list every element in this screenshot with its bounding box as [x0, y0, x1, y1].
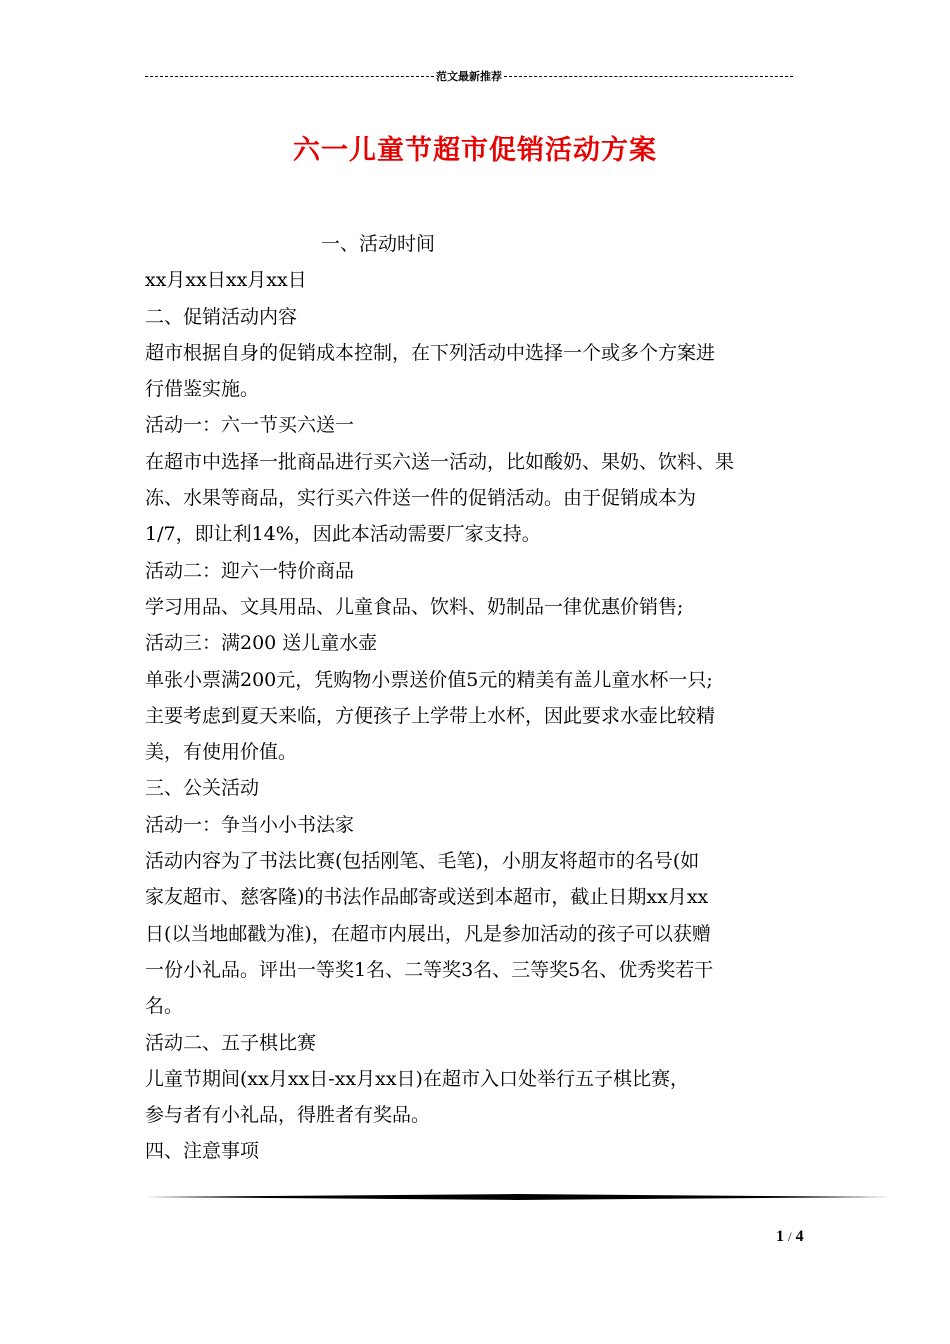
paragraph-line: 1/7，即让利14%，因此本活动需要厂家支持。	[145, 523, 541, 546]
paragraph-line: 名。	[145, 995, 184, 1018]
activity-heading: 活动二：迎六一特价商品	[145, 559, 355, 582]
page-header	[145, 66, 793, 86]
activity-heading: 活动一：六一节买六送一	[145, 414, 355, 437]
section-heading: 三、公关活动	[145, 777, 260, 800]
paragraph-line: 儿童节期间(xx月xx日-xx月xx日)在超市入口处举行五子棋比赛，	[145, 1067, 689, 1090]
paragraph-line: 参与者有小礼品，得胜者有奖品。	[145, 1104, 431, 1127]
section-heading: 一、活动时间	[321, 233, 436, 255]
section-heading: 四、注意事项	[145, 1140, 260, 1163]
paragraph-line: 日(以当地邮戳为准)，在超市内展出，凡是参加活动的孩子可以获赠	[145, 922, 711, 945]
page-current: 1	[776, 1228, 784, 1245]
paragraph-line: 一份小礼品。评出一等奖1名、二等奖3名、三等奖5名、优秀奖若干	[145, 958, 714, 981]
paragraph-line: 美，有使用价值。	[145, 741, 298, 764]
footer-divider	[145, 1194, 890, 1200]
section-heading: 二、促销活动内容	[145, 305, 298, 328]
header-dash-left	[145, 76, 434, 77]
page-separator: /	[788, 1229, 792, 1244]
paragraph-line: 单张小票满200元，凭购物小票送价值5元的精美有盖儿童水杯一只;	[145, 668, 713, 691]
paragraph-line: 学习用品、文具用品、儿童食品、饮料、奶制品一律优惠价销售;	[145, 595, 684, 618]
paragraph-line: 活动内容为了书法比赛(包括刚笔、毛笔)，小朋友将超市的名号(如	[145, 850, 700, 873]
paragraph-line: 主要考虑到夏天来临，方便孩子上学带上水杯，因此要求水壶比较精	[145, 704, 716, 727]
activity-heading: 活动二、五子棋比赛	[145, 1031, 317, 1054]
paragraph-line: 冻、水果等商品，实行买六件送一件的促销活动。由于促销成本为	[145, 487, 697, 510]
page-total: 4	[795, 1228, 804, 1245]
header-label: 范文最新推荐	[436, 71, 502, 83]
document-body	[145, 226, 810, 1170]
paragraph-line: 家友超市、慈客隆)的书法作品邮寄或送到本超市，截止日期xx月xx	[145, 886, 709, 909]
activity-heading: 活动三：满200 送儿童水壶	[145, 632, 378, 655]
document-title: 六一儿童节超市促销活动方案	[293, 135, 657, 166]
paragraph-line: 在超市中选择一批商品进行买六送一活动，比如酸奶、果奶、饮料、果	[145, 450, 735, 473]
page-number	[776, 1228, 804, 1246]
activity-heading: 活动一：争当小小书法家	[145, 813, 355, 836]
paragraph-line: 超市根据自身的促销成本控制，在下列活动中选择一个或多个方案进	[145, 341, 716, 364]
header-dash-right	[504, 76, 793, 77]
paragraph-line: xx月xx日xx月xx日	[145, 269, 307, 292]
paragraph-line: 行借鉴实施。	[145, 378, 260, 401]
